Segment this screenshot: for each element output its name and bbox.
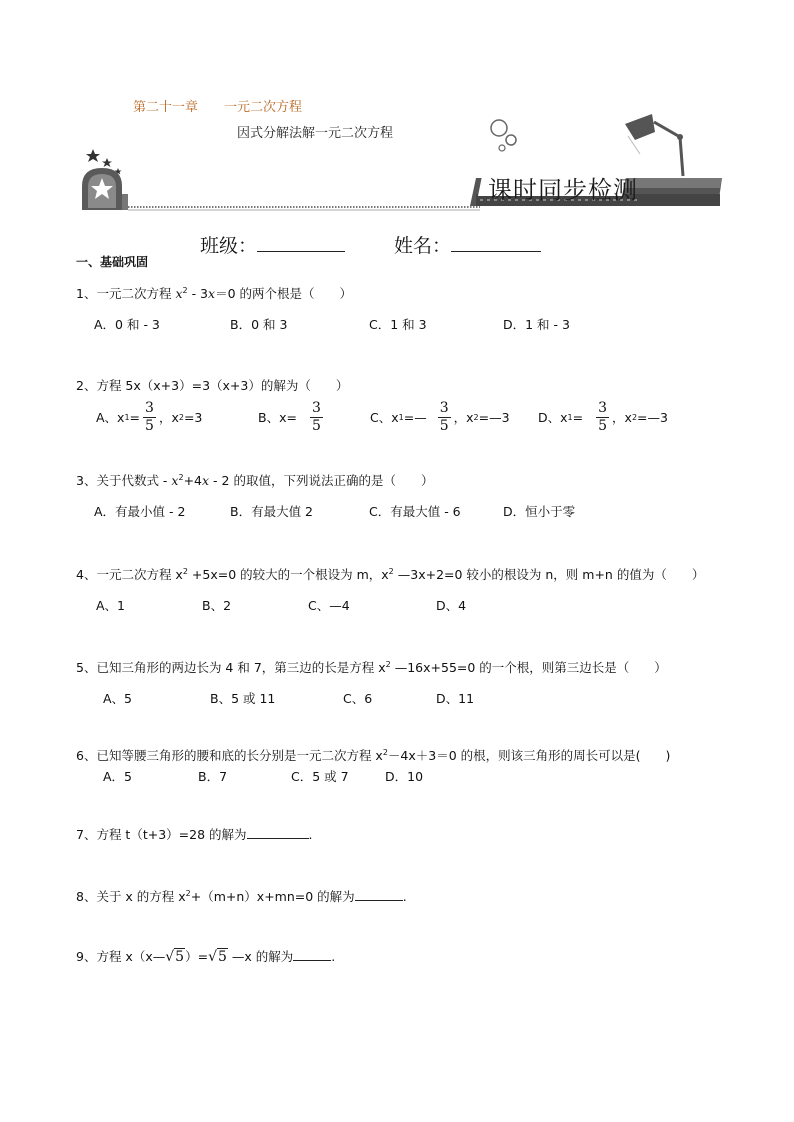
bubble-icon — [506, 135, 516, 145]
fraction: $\frac{3}{5}$ — [598, 399, 608, 434]
question-8: 8、关于 x 的方程 $x^2+(m+n)x+mn=0$ 的解为 . — [76, 888, 407, 904]
fraction: $\frac{3}{5}$ — [311, 399, 321, 434]
class-blank[interactable] — [257, 233, 345, 252]
sqrt-symbol: √5 — [208, 949, 227, 965]
fraction: $\frac{3}{5}$ — [439, 399, 449, 434]
option[interactable]: A．有最小值 - 2 — [94, 504, 186, 519]
question-7: 7、方程 t（t+3）=28 的解为 . — [76, 827, 313, 842]
option[interactable]: B．7 — [198, 769, 228, 784]
option[interactable]: A、5 — [103, 691, 133, 706]
option[interactable]: C、x 1 =— $\frac{3}{5}$ ，x 2 =—3 — [370, 399, 510, 434]
option[interactable]: B、x= $\frac{3}{5}$ — [258, 399, 321, 434]
option[interactable]: C．1 和 3 — [369, 317, 427, 332]
name-label: 姓名： — [394, 235, 452, 257]
option[interactable]: A、x 1 = $\frac{3}{5}$ ，x 2 =3 — [96, 399, 203, 434]
question-6: 6、已知等腰三角形的腰和底的长分别是一元二次方程 $x^2-4x+3=0$ 的根，则该三角形的周长可以是( ) — [76, 747, 671, 763]
option[interactable]: B、5 或 11 — [210, 691, 276, 706]
class-field — [200, 231, 345, 258]
name-field — [394, 231, 541, 258]
option[interactable]: D．10 — [385, 769, 424, 784]
sqrt-symbol: √5 — [165, 949, 185, 965]
answer-blank[interactable] — [355, 887, 403, 901]
fraction: $\frac{3}{5}$ — [145, 399, 154, 434]
desk-lamp-icon — [625, 114, 683, 176]
bubble-icon — [491, 120, 507, 136]
option[interactable]: D．恒小于零 — [503, 504, 576, 519]
star-badge-icon — [82, 168, 128, 210]
section-title: 一、基础巩固 — [76, 255, 149, 269]
option[interactable]: B．0 和 3 — [230, 317, 288, 332]
option[interactable]: B、2 — [202, 598, 232, 613]
bubble-icon — [499, 145, 505, 151]
star-icon — [102, 158, 112, 167]
option[interactable]: C．有最大值 - 6 — [369, 504, 461, 519]
question-9: 9、方程 x（x—√5）=√5 —x 的解为 . — [76, 949, 336, 965]
option[interactable]: A、1 — [96, 598, 126, 613]
name-blank[interactable] — [451, 233, 541, 252]
answer-blank[interactable] — [247, 825, 309, 839]
question-5: 5、已知三角形的两边长为 4 和 7，第三边的长是方程 $x^2$ —16x+55=0 的一个根，则第三边长是（ ） — [76, 659, 667, 675]
option[interactable]: D、11 — [436, 691, 475, 706]
answer-blank[interactable] — [293, 947, 331, 961]
question-1: 1、一元二次方程 $x^2 - 3x=0$ 的两个根是（ ） — [76, 285, 353, 301]
class-label: 班级： — [200, 235, 258, 257]
chapter-label: 第二十一章 一元二次方程 — [133, 100, 303, 115]
question-2: 2、方程 5x（x+3）=3（x+3）的解为（ ） — [76, 378, 349, 393]
option[interactable]: C．5 或 7 — [291, 769, 349, 784]
option[interactable]: A．0 和 - 3 — [94, 317, 160, 332]
option[interactable]: B．有最大值 2 — [230, 504, 314, 519]
lesson-title: 因式分解法解一元二次方程 — [237, 126, 394, 141]
option[interactable]: D、x 1 = $\frac{3}{5}$ ，x 2 =—3 — [538, 399, 668, 434]
question-4: 4、一元二次方程 $x^2 +5x=0$ 的较大的一个根设为 m，$x^2$ —3x+2=0 较小的根设为 n，则 m+n 的值为（ ） — [76, 566, 705, 582]
option[interactable]: A．5 — [103, 769, 133, 784]
option[interactable]: C、6 — [343, 691, 373, 706]
option[interactable]: C、—4 — [308, 598, 350, 613]
banner-title: 课时同步检测 — [488, 176, 638, 204]
option[interactable]: D、4 — [436, 598, 467, 613]
question-3: 3、关于代数式 - $x^2+4x - 2$ 的取值，下列说法正确的是（ ） — [76, 472, 434, 488]
star-icon — [86, 149, 100, 162]
option[interactable]: D．1 和 - 3 — [503, 317, 570, 332]
